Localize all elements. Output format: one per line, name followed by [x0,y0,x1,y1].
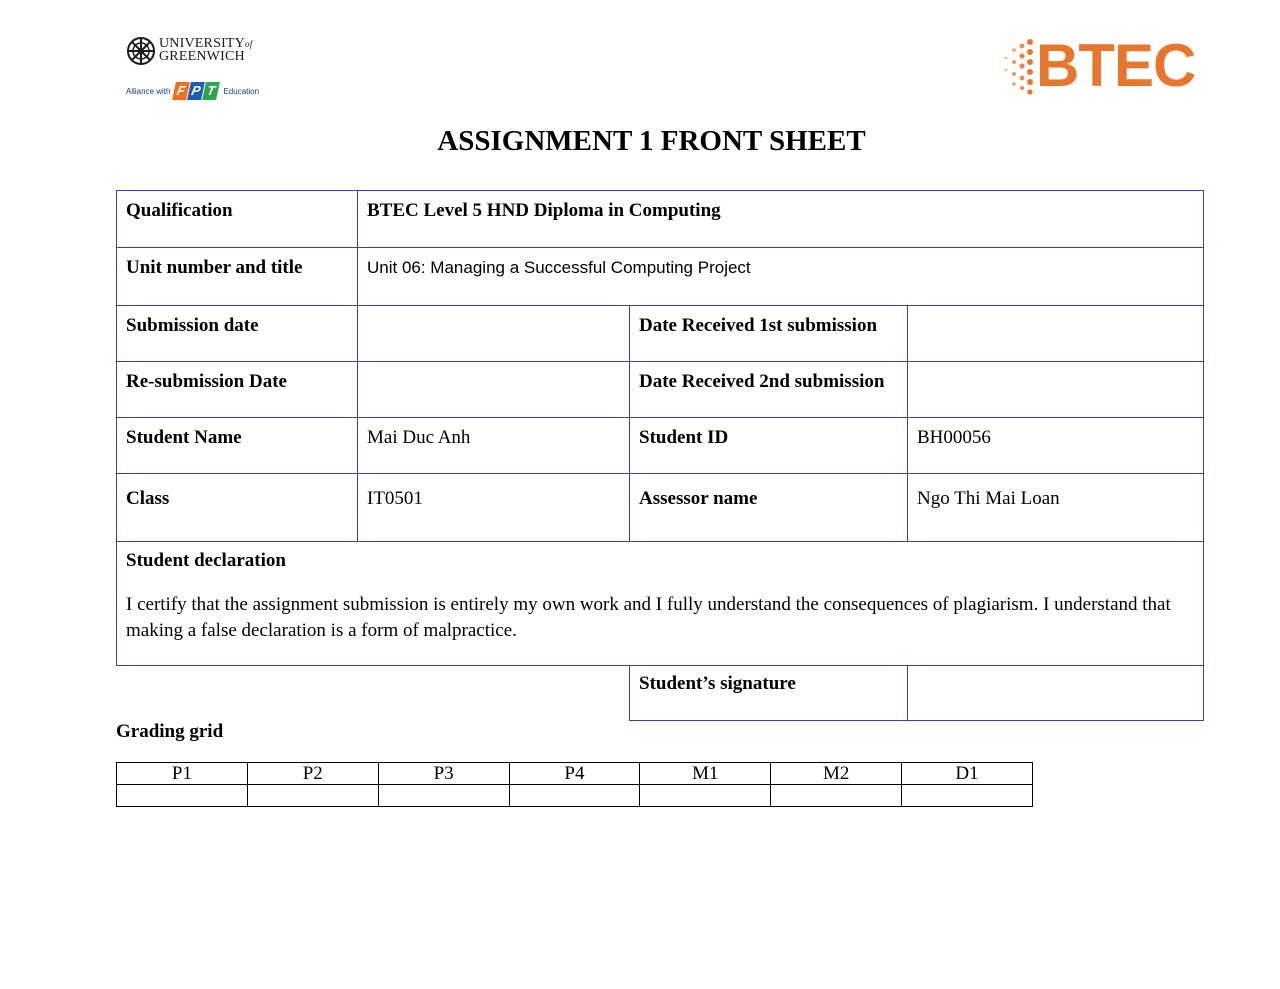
grade-header-m2: M2 [771,763,902,785]
submission-date-value [358,306,630,362]
grade-value-d1 [902,785,1033,807]
fpt-letter-p: P [188,82,206,100]
fpt-alliance-line [126,80,259,102]
signature-value [908,666,1204,721]
resubmission-date-label: Re-submission Date [117,362,358,418]
resubmission-date-row [117,362,1204,418]
qualification-value: BTEC Level 5 HND Diploma in Computing [358,191,1204,248]
qualification-row [117,191,1204,248]
assessor-value: Ngo Thi Mai Loan [908,474,1204,542]
submission-date-label: Submission date [117,306,358,362]
assessor-label: Assessor name [630,474,908,542]
declaration-text: I certify that the assignment submission is entirely my own work and I fully understand the consequences of plagiarism. I understand that making a false declaration is a form of malpractice. [126,594,1171,641]
grading-grid-header-row [117,763,1033,785]
btec-dots-icon [1000,36,1036,96]
unit-row [117,248,1204,306]
date-received-2-label: Date Received 2nd submission [630,362,908,418]
date-received-2-value [908,362,1204,418]
qualification-label: Qualification [117,191,358,248]
class-row [117,474,1204,542]
grade-header-d1: D1 [902,763,1033,785]
unit-value: Unit 06: Managing a Successful Computing Project [358,248,1204,306]
grade-value-m2 [771,785,902,807]
declaration-cell [117,542,1204,666]
resubmission-date-value [358,362,630,418]
university-of-greenwich-logo [126,36,266,102]
unit-label: Unit number and title [117,248,358,306]
grade-value-p2 [247,785,378,807]
signature-label: Student’s signature [630,666,908,721]
front-sheet-table [116,190,1204,721]
date-received-1-value [908,306,1204,362]
grade-header-p4: P4 [509,763,640,785]
grade-value-p3 [378,785,509,807]
page-title: ASSIGNMENT 1 FRONT SHEET [437,125,866,157]
grade-header-p3: P3 [378,763,509,785]
declaration-row [117,542,1204,666]
grading-grid-value-row [117,785,1033,807]
btec-logo [1000,32,1196,99]
grade-value-p1 [117,785,248,807]
fpt-letter-f: F [173,82,191,100]
submission-date-row [117,306,1204,362]
logo-greenwich-text: GREENWICH [159,49,245,64]
date-received-1-label: Date Received 1st submission [630,306,908,362]
logo-university-text: UNIVERSITYof [159,36,253,51]
education-text: Education [223,86,260,96]
grade-value-m1 [640,785,771,807]
grading-grid-heading: Grading grid [116,721,224,742]
university-crest-icon [126,36,156,66]
student-id-label: Student ID [630,418,908,474]
btec-wordmark: BTEC [1036,32,1196,99]
grading-grid-table [116,762,1033,807]
declaration-heading: Student declaration [126,550,286,571]
logo-of-text: of [245,39,253,49]
grade-header-p1: P1 [117,763,248,785]
grade-header-p2: P2 [247,763,378,785]
class-label: Class [117,474,358,542]
grade-value-p4 [509,785,640,807]
student-name-value: Mai Duc Anh [358,418,630,474]
grade-header-m1: M1 [640,763,771,785]
student-id-value: BH00056 [908,418,1204,474]
student-name-label: Student Name [117,418,358,474]
fpt-logo [174,82,219,100]
fpt-letter-t: T [203,82,221,100]
student-name-row [117,418,1204,474]
signature-row [117,666,1204,721]
class-value: IT0501 [358,474,630,542]
alliance-with-text: Alliance with [126,86,171,96]
signature-spacer [117,666,630,721]
